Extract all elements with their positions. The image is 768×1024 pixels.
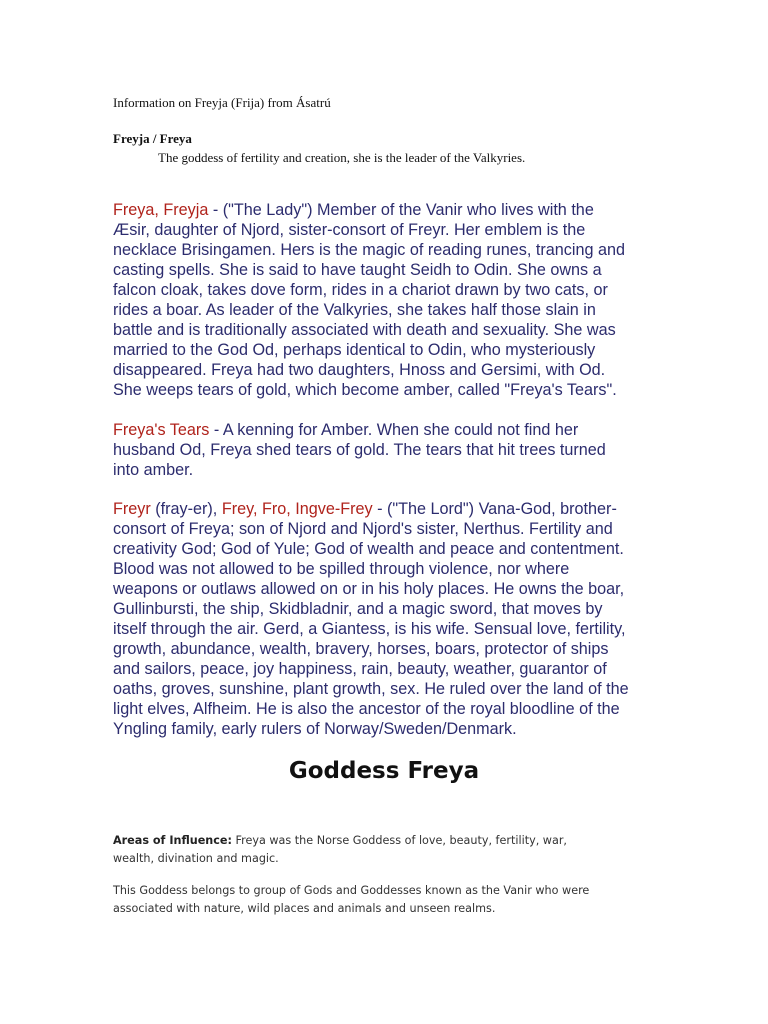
entry-line: into amber. [113,461,194,479]
heading-title: Freyja / Freya [113,131,192,146]
entry-text: - A kenning for Amber. When she could not find her [209,421,579,439]
entry-line: creativity God; God of Yule; God of wealth and peace and contentment. [113,540,624,558]
entry-line: falcon cloak, takes dove form, rides in a chariot drawn by two cats, or [113,281,608,299]
entry-line: growth, abundance, wealth, bravery, horses, boars, protector of ships [113,640,609,658]
entry-line: consort of Freya; son of Njord and Njord's sister, Nerthus. Fertility and [113,520,613,538]
entry-line: rides a boar. As leader of the Valkyries, she takes half those slain in [113,301,596,319]
entry-line: Blood was not allowed to be spilled through violence, nor where [113,560,570,578]
entry-term: Freya's Tears [113,421,210,439]
entry-line: oaths, groves, sunshine, plant growth, sex. He ruled over the land of the [113,680,629,698]
entry-line: necklace Brisingamen. Hers is the magic of reading runes, trancing and [113,241,625,259]
entry-line: Æsir, daughter of Njord, sister-consort of Freyr. Her emblem is the [113,221,586,239]
areas-text: Freya was the Norse Goddess of love, beauty, fertility, war, [231,834,567,847]
areas-label: Areas of Influence: [113,834,232,847]
entry-line [113,420,658,440]
entry-term: Freya, Freyja [113,201,209,219]
entry-line: husband Od, Freya shed tears of gold. The tears that hit trees turned [113,441,606,459]
entry-pronunciation: (fray-er), [150,500,222,518]
entry-line: She weeps tears of gold, which become amber, called "Freya's Tears". [113,381,617,399]
entry-freyr [113,499,658,739]
entry-line: married to the God Od, perhaps identical to Odin, who mysteriously [113,341,596,359]
entry-line: casting spells. She is said to have taught Seidh to Odin. She owns a [113,261,602,279]
intro-line: Information on Freyja (Frija) from Ásatrú [113,95,331,110]
entry-line: battle and is traditionally associated with death and sexuality. She was [113,321,616,339]
section-title: Goddess Freya [288,758,480,784]
entry-line: itself through the air. Gerd, a Giantess, is his wife. Sensual love, fertility, [113,620,626,638]
entry-text: - ("The Lord") Vana-God, brother- [372,500,617,518]
heading-subtitle: The goddess of fertility and creation, she is the leader of the Valkyries. [158,150,526,165]
entry-line: weapons or outlaws allowed on or in his holy places. He owns the boar, [113,580,625,598]
entry-line: disappeared. Freya had two daughters, Hnoss and Gersimi, with Od. [113,361,606,379]
text-line: wealth, divination and magic. [113,852,279,865]
entry-term: Freyr [113,500,151,518]
text-line [113,832,673,850]
entry-line [113,499,658,519]
entry-freya [113,200,658,400]
entry-line: and sailors, peace, joy happiness, rain, beauty, weather, guarantor of [113,660,607,678]
entry-text: - ("The Lady") Member of the Vanir who lives with the [208,201,594,219]
vanir-paragraph [113,882,673,918]
entry-line: light elves, Alfheim. He is also the ancestor of the royal bloodline of the [113,700,620,718]
entry-line: Gullinbursti, the ship, Skidbladnir, and a magic sword, that moves by [113,600,603,618]
entry-term-aliases: Frey, Fro, Ingve-Frey [221,500,373,518]
text-line: This Goddess belongs to group of Gods and Goddesses known as the Vanir who were [113,884,590,897]
entry-freyas-tears [113,420,658,480]
entry-line: Yngling family, early rulers of Norway/Sweden/Denmark. [113,720,517,738]
text-line: associated with nature, wild places and animals and unseen realms. [113,902,496,915]
areas-of-influence [113,832,673,868]
entry-line [113,200,658,220]
